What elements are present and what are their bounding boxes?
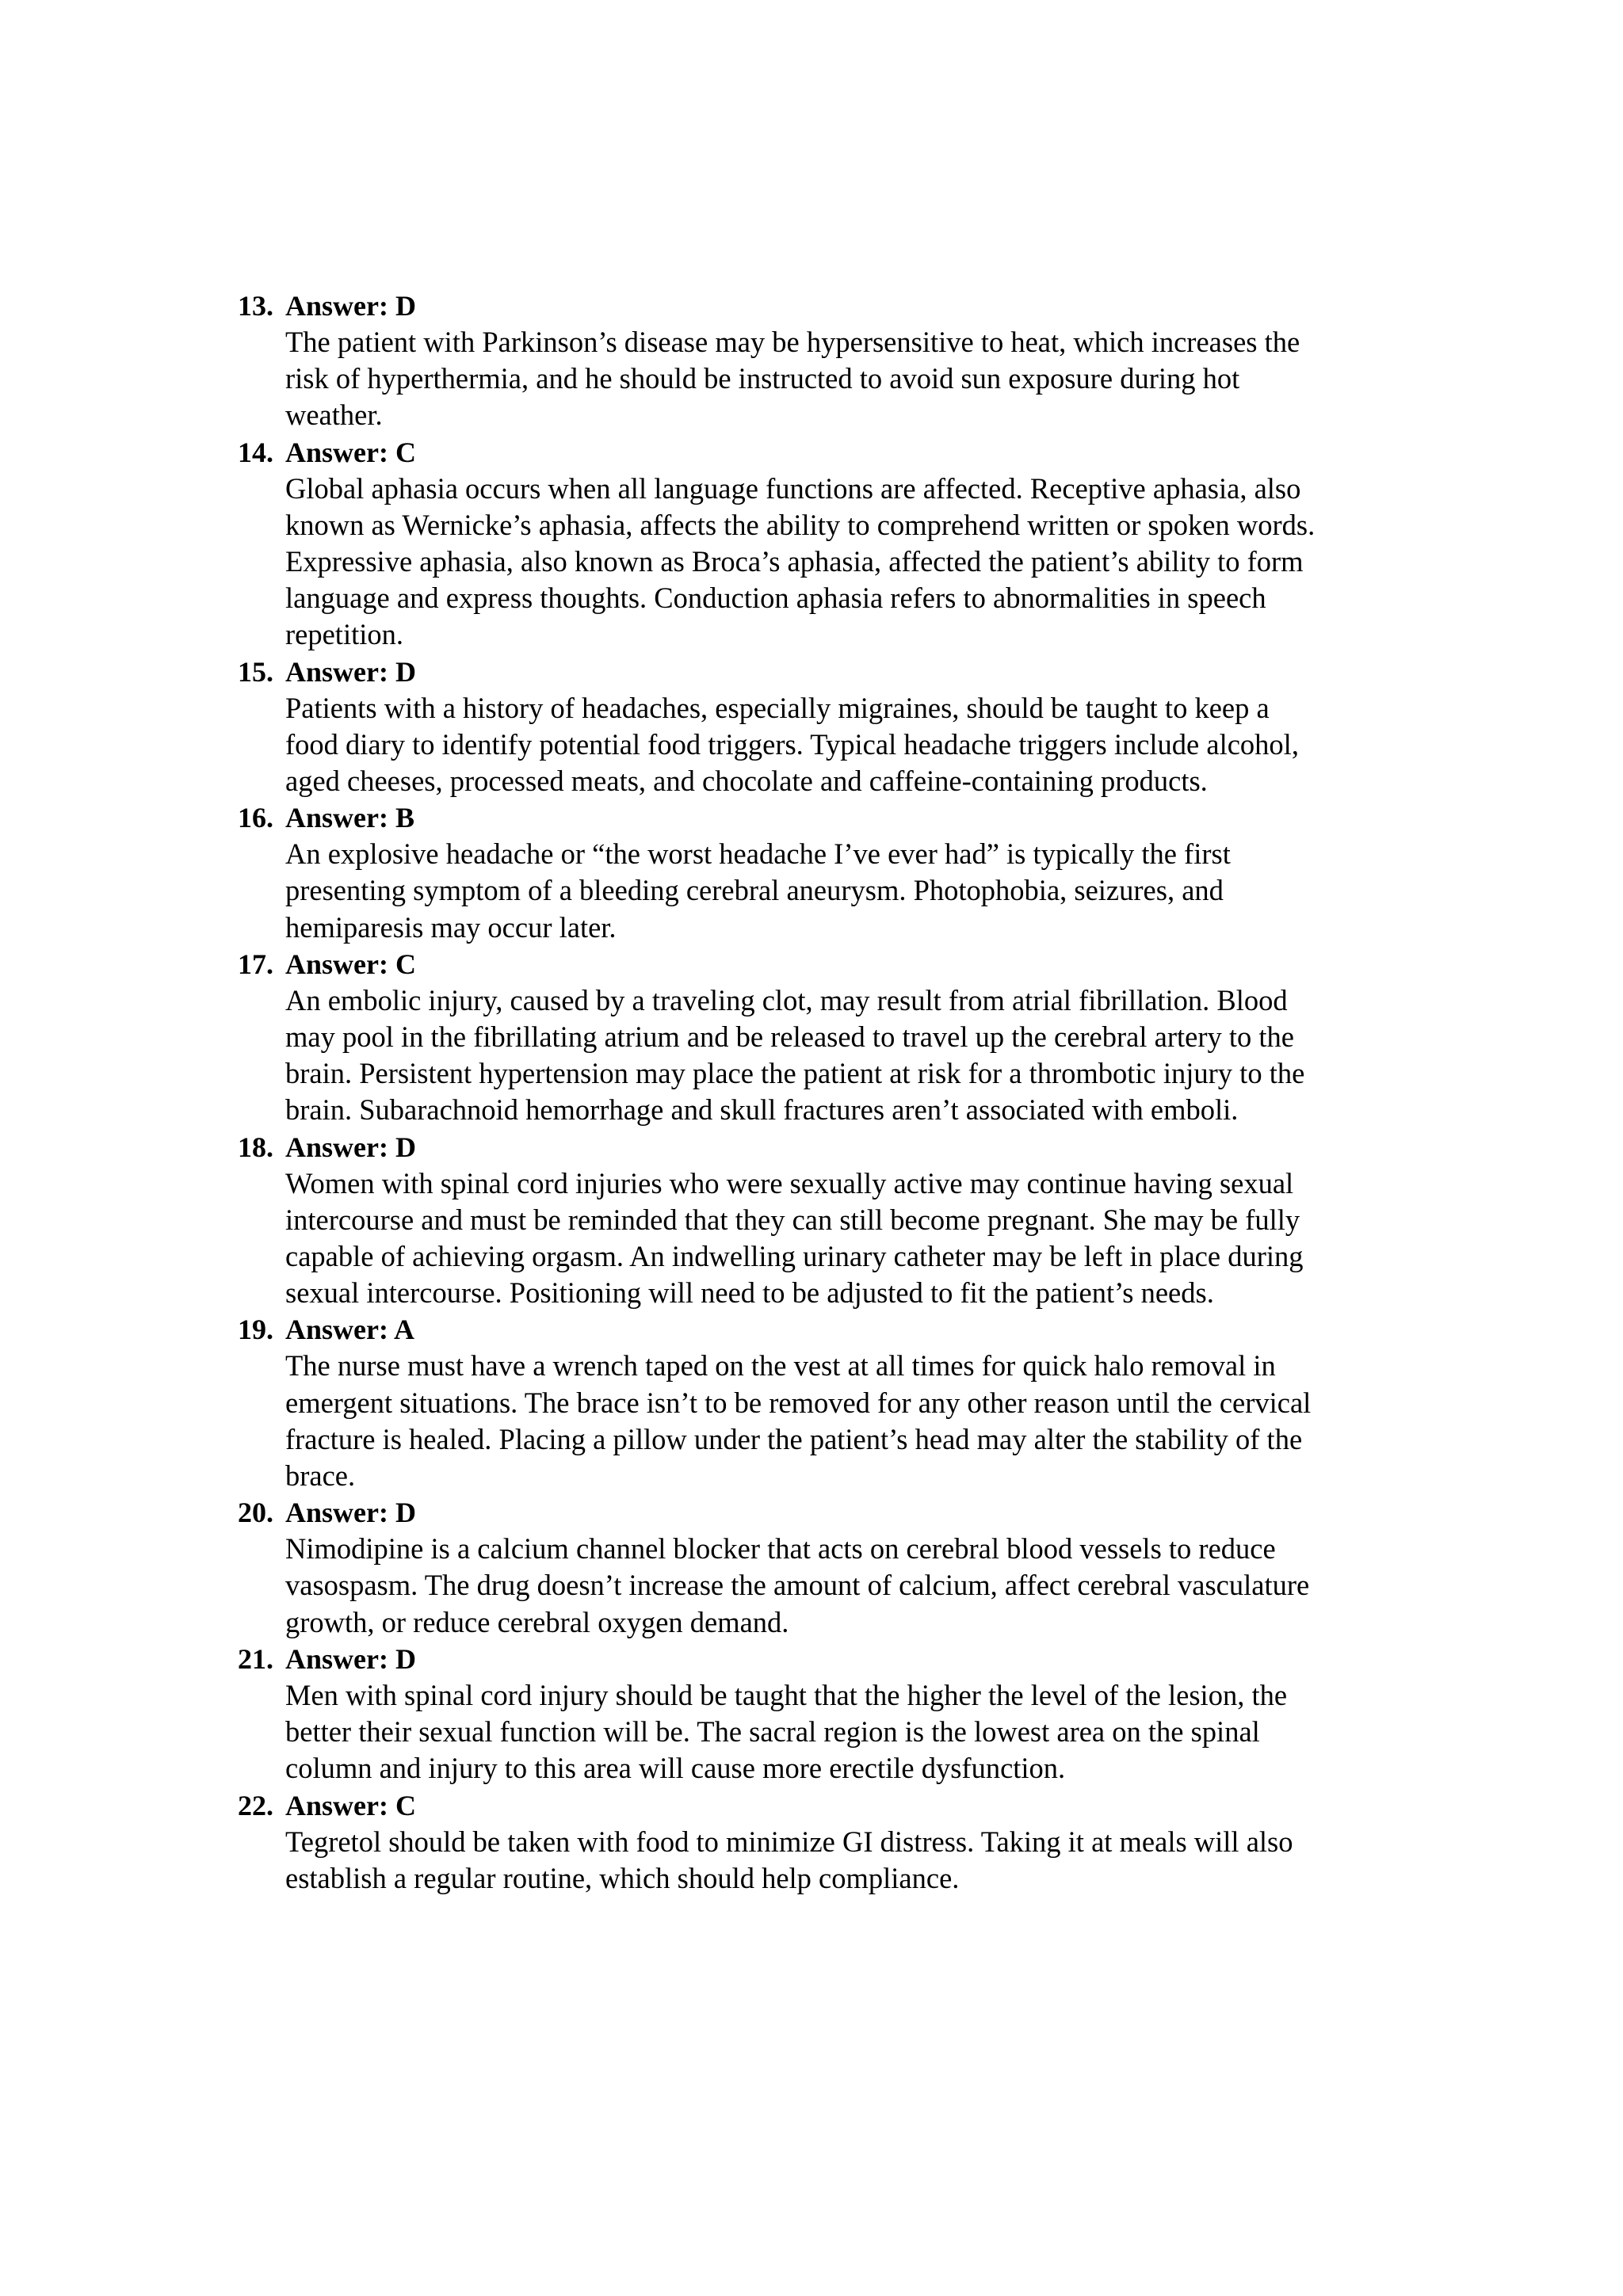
answer-number: 18. [238,1131,273,1163]
answer-number: 19. [238,1314,273,1346]
answer-heading: Answer: D [285,1642,416,1675]
answer-line: aged cheeses, processed meats, and chocolate and caffeine-containing products. [285,765,1208,798]
answer-heading: Answer: D [285,1497,416,1529]
answer-line: Men with spinal cord injury should be taught that the higher the level of the lesion, the [285,1678,1288,1711]
answer-line: vasospasm. The drug doesn’t increase the amount of calcium, affect cerebral vasculature [285,1569,1310,1602]
answer-heading: Answer: C [285,436,416,468]
answer-line: emergent situations. The brace isn’t to be removed for any other reason until the cervical [285,1386,1312,1419]
answer-item-17 [238,946,1442,1129]
answer-number: 15. [238,655,273,688]
answer-item-13 [238,288,1442,434]
answer-line: intercourse and must be reminded that they can still become pregnant. She may be fully [285,1203,1300,1236]
answer-line: An embolic injury, caused by a traveling clot, may result from atrial fibrillation. Blood [285,983,1288,1016]
answer-line: Patients with a history of headaches, especially migraines, should be taught to keep a [285,691,1270,724]
answer-number: 17. [238,948,273,980]
answer-number: 16. [238,802,273,834]
answer-line: Global aphasia occurs when all language functions are affected. Receptive aphasia, also [285,471,1301,505]
answer-heading: Answer: A [285,1314,414,1346]
answer-line: The patient with Parkinson’s disease may be hypersensitive to heat, which increases the [285,326,1300,358]
answer-item-16 [238,799,1442,946]
answer-number: 21. [238,1642,273,1675]
answer-line: brain. Subarachnoid hemorrhage and skull fractures aren’t associated with emboli. [285,1093,1239,1127]
answer-line: may pool in the fibrillating atrium and be released to travel up the cerebral artery to the [285,1020,1294,1054]
answer-heading: Answer: D [285,290,416,322]
answer-item-22 [238,1787,1442,1897]
answer-number: 20. [238,1497,273,1529]
answer-line: known as Wernicke’s aphasia, affects the ability to comprehend written or spoken words. [285,508,1316,541]
answer-line: column and injury to this area will cause more erectile dysfunction. [285,1752,1066,1785]
answer-number: 22. [238,1789,273,1821]
answer-item-21 [238,1641,1442,1787]
answer-heading: Answer: C [285,948,416,980]
answer-line: brace. [285,1459,356,1493]
answer-heading: Answer: B [285,802,414,834]
answer-line: presenting symptom of a bleeding cerebral aneurysm. Photophobia, seizures, and [285,874,1224,907]
answer-line: fracture is healed. Placing a pillow under the patient’s head may alter the stability of the [285,1422,1303,1455]
answer-item-20 [238,1494,1442,1641]
answer-line: brain. Persistent hypertension may place the patient at risk for a thrombotic injury to the [285,1057,1305,1090]
answer-line: risk of hyperthermia, and he should be instructed to avoid sun exposure during hot [285,362,1240,395]
answer-number: 13. [238,290,273,322]
answer-number: 14. [238,436,273,468]
answer-line: food diary to identify potential food triggers. Typical headache triggers include alcohol, [285,727,1299,761]
answer-line: weather. [285,399,383,432]
answer-line: repetition. [285,618,403,651]
answer-line: language and express thoughts. Conduction aphasia refers to abnormalities in speech [285,582,1266,615]
answer-line: Expressive aphasia, also known as Broca’s aphasia, affected the patient’s ability to form [285,545,1304,578]
answer-line: The nurse must have a wrench taped on the vest at all times for quick halo removal in [285,1349,1276,1383]
answer-line: growth, or reduce cerebral oxygen demand. [285,1605,789,1638]
answer-line: An explosive headache or “the worst headache I’ve ever had” is typically the first [285,837,1231,871]
answer-item-18 [238,1129,1442,1312]
answer-line: establish a regular routine, which should help compliance. [285,1861,960,1894]
answer-item-14 [238,434,1442,654]
answer-line: Tegretol should be taken with food to minimize GI distress. Taking it at meals will also [285,1825,1293,1858]
answer-line: sexual intercourse. Positioning will need to be adjusted to fit the patient’s needs. [285,1276,1214,1310]
answer-line: hemiparesis may occur later. [285,910,617,944]
answer-line: capable of achieving orgasm. An indwelling urinary catheter may be left in place during [285,1240,1304,1273]
answer-heading: Answer: D [285,1131,416,1163]
answer-line: Nimodipine is a calcium channel blocker that acts on cerebral blood vessels to reduce [285,1532,1276,1566]
answer-heading: Answer: D [285,655,416,688]
answer-line: Women with spinal cord injuries who were sexually active may continue having sexual [285,1166,1294,1199]
answer-list [238,288,1442,1897]
answer-item-19 [238,1311,1442,1494]
answer-heading: Answer: C [285,1789,416,1821]
answer-item-15 [238,654,1442,800]
answer-line: better their sexual function will be. The sacral region is the lowest area on the spinal [285,1715,1260,1749]
